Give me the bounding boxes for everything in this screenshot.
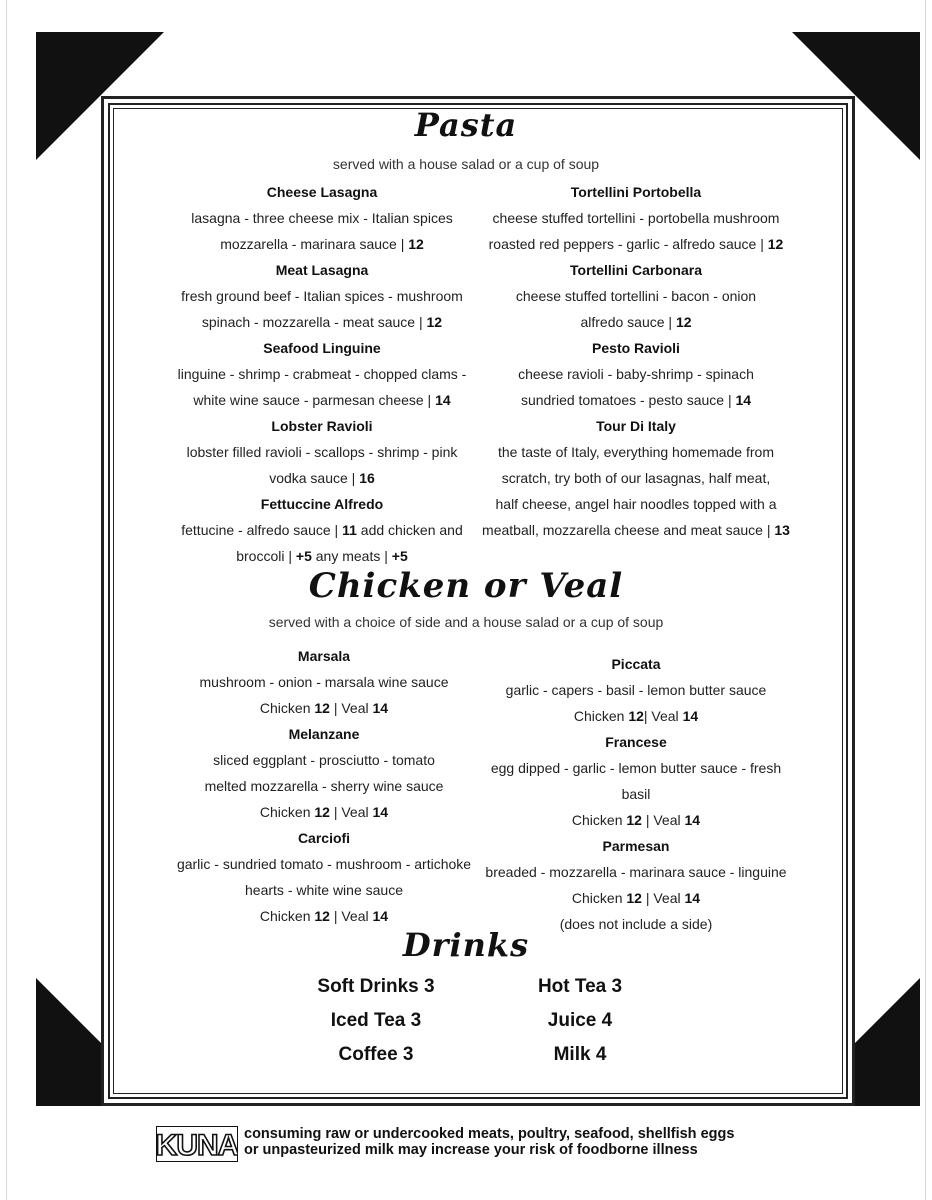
item-name: Tortellini Portobella	[570, 184, 702, 200]
kuna-logo-text: KUNA	[156, 1129, 238, 1162]
item-description: lobster filled ravioli - scallops - shrimp - pink	[186, 444, 458, 460]
drinks-right-column	[500, 970, 660, 1072]
item-name: Carciofi	[297, 830, 351, 846]
item-description: breaded - mozzarella - marinara sauce - linguine	[485, 864, 787, 880]
item-name: Fettuccine Alfredo	[260, 496, 384, 512]
item-description: sundried tomatoes - pesto sauce | 14	[520, 392, 752, 408]
chicken-left-column	[172, 643, 476, 929]
pasta-left-column	[172, 179, 472, 569]
item-price-line: Chicken 12 | Veal 14	[259, 700, 389, 716]
pasta-title: Pasta	[414, 106, 518, 144]
item-description: mushroom - onion - marsala wine sauce	[199, 674, 449, 690]
item-price-line: Chicken 12 | Veal 14	[571, 812, 701, 828]
item-description: cheese stuffed tortellini - bacon - onion	[515, 288, 757, 304]
chicken-veal-title: Chicken or Veal	[308, 566, 624, 606]
chicken-veal-subtitle: served with a choice of side and a house salad or a cup of soup	[268, 614, 664, 630]
item-description: meatball, mozzarella cheese and meat sauce | 13	[482, 522, 790, 538]
item-description: linguine - shrimp - crabmeat - chopped clams -	[177, 366, 467, 382]
item-price-line: Chicken 12 | Veal 14	[571, 890, 701, 906]
item-description: egg dipped - garlic - lemon butter sauce - fresh	[490, 760, 782, 776]
drink-item: Milk 4	[553, 1044, 607, 1065]
item-name: Cheese Lasagna	[266, 184, 378, 200]
item-description: basil	[621, 786, 651, 802]
item-description: scratch, try both of our lasagnas, half meat,	[501, 470, 771, 486]
item-description: fresh ground beef - Italian spices - mushroom	[181, 288, 463, 304]
item-description: lasagna - three cheese mix - Italian spices	[191, 210, 453, 226]
drink-item: Hot Tea 3	[537, 976, 623, 997]
item-description: the taste of Italy, everything homemade from	[498, 444, 774, 460]
item-description: melted mozzarella - sherry wine sauce	[204, 778, 444, 794]
pasta-right-column	[478, 179, 794, 543]
item-price-line: Chicken 12 | Veal 14	[259, 908, 389, 924]
item-name: Seafood Linguine	[263, 340, 381, 356]
item-name: Meat Lasagna	[275, 262, 369, 278]
kuna-logo	[156, 1126, 238, 1162]
notice-line: or unpasteurized milk may increase your risk of foodborne illness	[244, 1142, 698, 1158]
item-description: roasted red peppers - garlic - alfredo sauce | 12	[488, 236, 784, 252]
food-safety-notice	[244, 1126, 734, 1158]
item-name: Parmesan	[602, 838, 670, 854]
item-name: Marsala	[297, 648, 351, 664]
item-name: Tour Di Italy	[596, 418, 676, 434]
item-description: cheese stuffed tortellini - portobella mushroom	[492, 210, 780, 226]
item-description: garlic - capers - basil - lemon butter sauce	[505, 682, 767, 698]
drink-item: Juice 4	[547, 1010, 613, 1031]
item-description: cheese ravioli - baby-shrimp - spinach	[518, 366, 754, 382]
item-description: white wine sauce - parmesan cheese | 14	[193, 392, 451, 408]
item-price-line: Chicken 12 | Veal 14	[259, 804, 389, 820]
item-name: Pesto Ravioli	[592, 340, 680, 356]
chicken-right-column	[482, 651, 790, 937]
pasta-subtitle: served with a house salad or a cup of soup	[332, 156, 600, 172]
item-description: hearts - white wine sauce	[245, 882, 403, 898]
item-name: Tortellini Carbonara	[570, 262, 702, 278]
drinks-left-column	[296, 970, 456, 1072]
item-description: alfredo sauce | 12	[580, 314, 692, 330]
drinks-title: Drinks	[402, 926, 530, 964]
item-description: vodka sauce | 16	[269, 470, 375, 486]
item-note: (does not include a side)	[559, 916, 713, 932]
item-description: sliced eggplant - prosciutto - tomato	[213, 752, 435, 768]
item-description: garlic - sundried tomato - mushroom - artichoke	[176, 856, 472, 872]
item-description: fettucine - alfredo sauce | 11 add chicken and	[181, 522, 463, 538]
drink-item: Soft Drinks 3	[317, 976, 435, 997]
item-name: Francese	[605, 734, 667, 750]
item-description: half cheese, angel hair noodles topped with a	[495, 496, 777, 512]
item-price-line: Chicken 12| Veal 14	[573, 708, 699, 724]
notice-line: consuming raw or undercooked meats, poultry, seafood, shellfish eggs	[244, 1126, 735, 1142]
item-name: Lobster Ravioli	[271, 418, 373, 434]
item-description: broccoli | +5 any meats | +5	[236, 548, 408, 564]
item-description: mozzarella - marinara sauce | 12	[220, 236, 424, 252]
item-name: Melanzane	[288, 726, 360, 742]
item-description: spinach - mozzarella - meat sauce | 12	[201, 314, 443, 330]
drink-item: Coffee 3	[338, 1044, 414, 1065]
drink-item: Iced Tea 3	[330, 1010, 422, 1031]
item-name: Piccata	[611, 656, 661, 672]
